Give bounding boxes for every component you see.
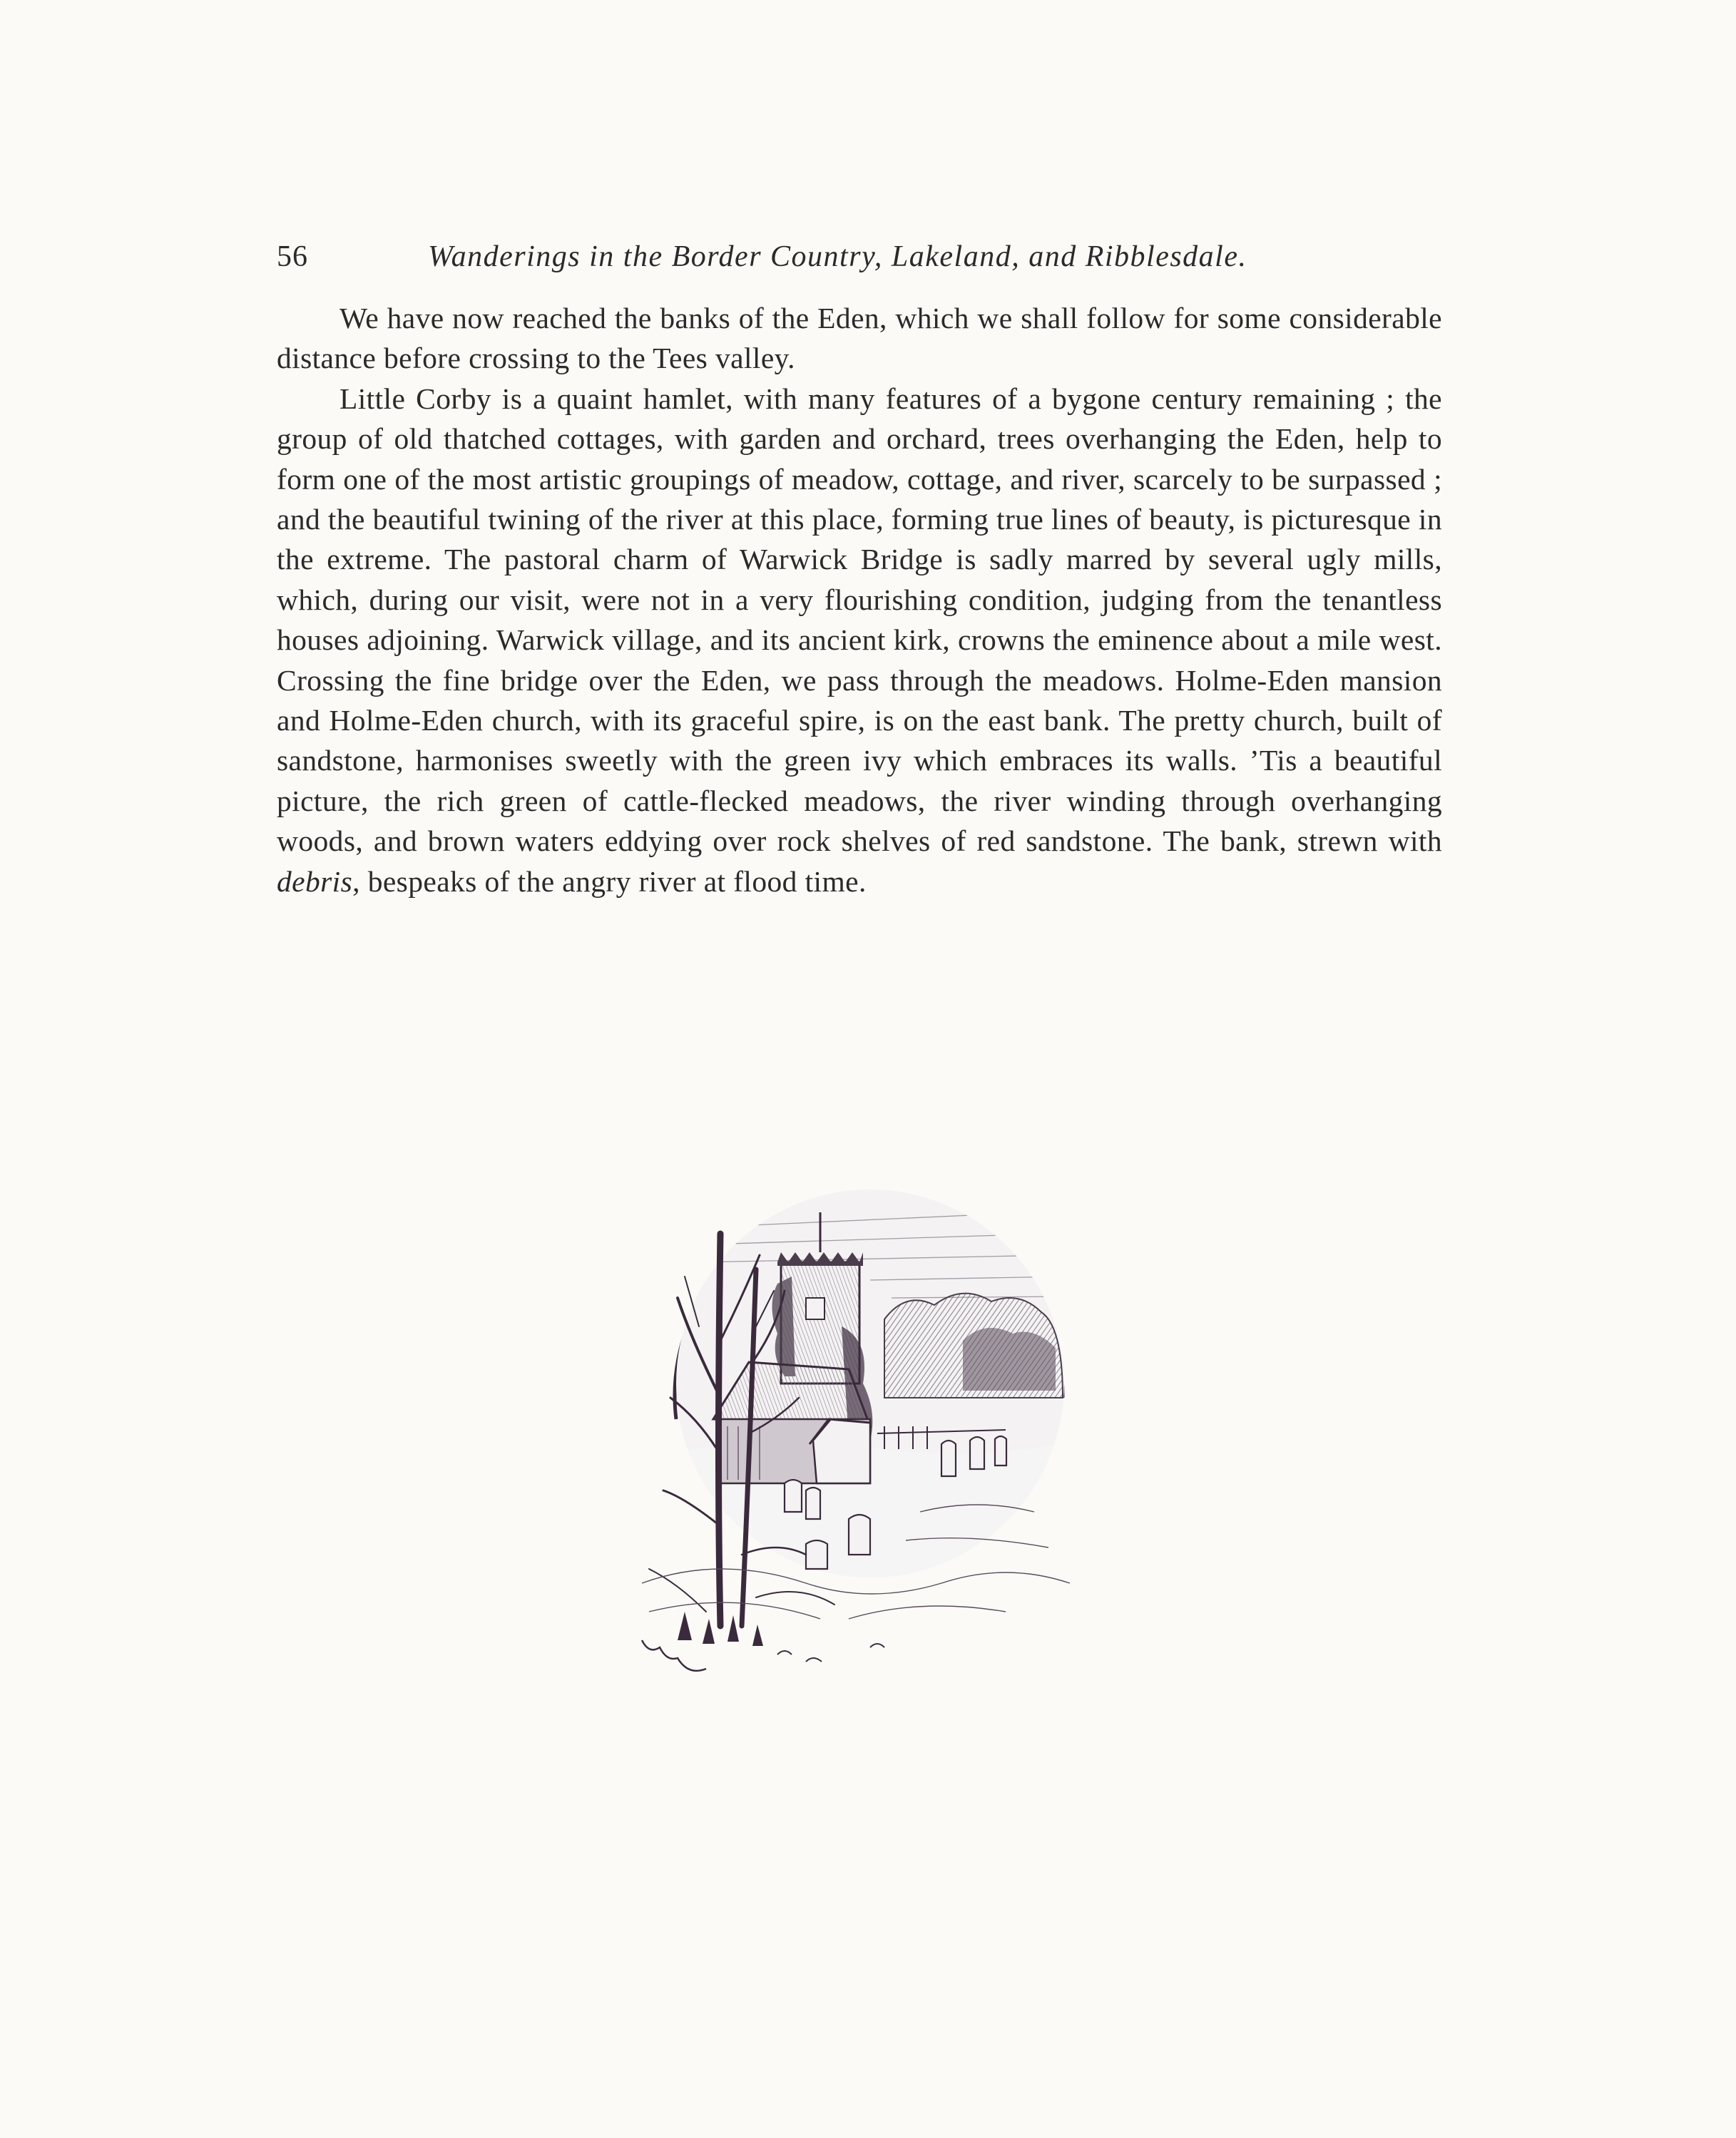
church-vignette-drawing bbox=[635, 1184, 1077, 1683]
church-vignette-icon bbox=[635, 1184, 1077, 1683]
paragraph-text: Little Corby is a quaint hamlet, with many features of a bygone century remaining ; the group of old thatched cottages, with garden and orchard, trees overhanging the Eden, help to form one of the most artistic groupings of meadow, cottage, and river, scarcely to be surpassed ; and the beautiful twining of the river at this place, forming true lines of beauty, is picturesque in the extreme. The pastoral charm of Warwick Bridge is sadly marred by several ugly mills, which, during our visit, were not in a very flourishing condition, judging from the tenantless houses adjoining. Warwick village, and its ancient kirk, crowns the eminence about a mile west. Crossing the fine bridge over the Eden, we pass through the meadows. Holme-Eden mansion and Holme-Eden church, with its graceful spire, is on the east bank. The pretty church, built of sandstone, harmonises sweetly with the green ivy which embraces its walls. ’Tis a beautiful picture, the rich green of cattle-flecked meadows, the river winding through overhanging woods, and brown waters eddying over rock shelves of red sandstone. The bank, strewn with bbox=[277, 382, 1442, 858]
paragraph bbox=[277, 379, 1442, 901]
italic-word: debris bbox=[277, 864, 353, 898]
paragraph-text: , bespeaks of the angry river at flood time. bbox=[352, 864, 867, 898]
running-head bbox=[277, 235, 1446, 278]
page-number: 56 bbox=[277, 240, 308, 273]
body-text bbox=[277, 298, 1442, 901]
running-title: Wanderings in the Border Country, Lakeland, and Ribblesdale. bbox=[428, 240, 1247, 273]
paragraph: We have now reached the banks of the Eden, which we shall follow for some considerable distance before crossing to the Tees valley. bbox=[277, 302, 1442, 375]
